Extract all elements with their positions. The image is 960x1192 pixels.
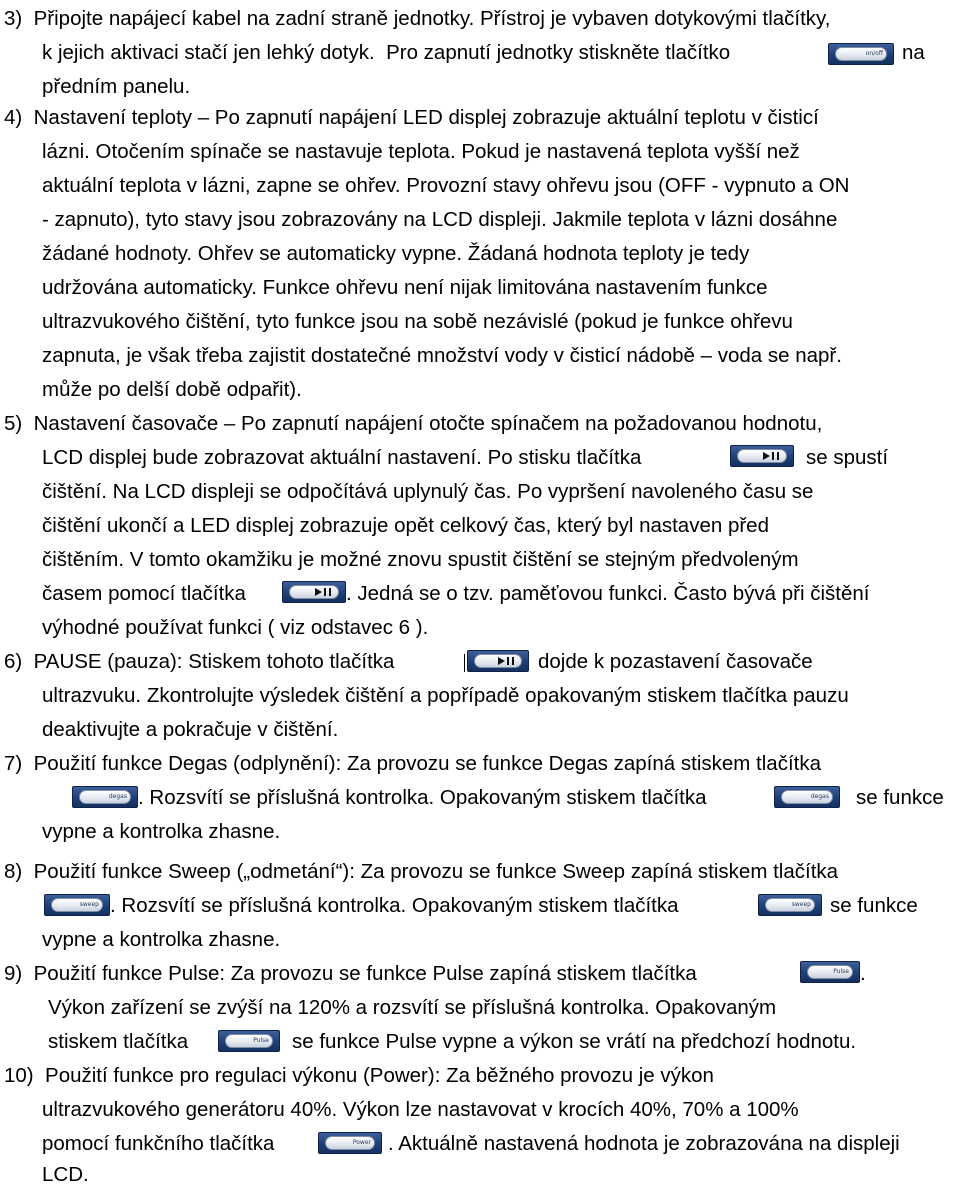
- text-line: se funkce: [856, 786, 944, 809]
- text-line: 10) Použití funkce pro regulaci výkonu (Power): Za běžného provozu je výkon: [4, 1064, 714, 1087]
- text-line: ultrazvukového generátoru 40%. Výkon lze nastavovat v krocích 40%, 70% a 100%: [42, 1098, 799, 1121]
- text-line: 4) Nastavení teploty – Po zapnutí napájení LED displej zobrazuje aktuální teplotu v čisticí: [4, 106, 819, 129]
- text-line: předním panelu.: [42, 75, 191, 98]
- play-button-icon: [282, 581, 346, 603]
- sweep-button-icon: sweep: [758, 894, 822, 916]
- play-button-icon: [467, 650, 529, 672]
- text-line: výhodné používat funkci ( viz odstavec 6 ).: [42, 616, 429, 639]
- text-line: 8) Použití funkce Sweep („odmetání“): Za provozu se funkce Sweep zapíná stiskem tlačítka: [4, 860, 839, 883]
- play-button-icon: [730, 445, 794, 467]
- text-line: deaktivujte a pokračuje v čištění.: [42, 718, 339, 741]
- text-line: časem pomocí tlačítka: [42, 582, 246, 605]
- text-line: 6) PAUSE (pauza): Stiskem tohoto tlačítka: [4, 650, 395, 673]
- sweep-button-icon: sweep: [44, 894, 110, 916]
- text-line: žádané hodnoty. Ohřev se automaticky vypne. Žádaná hodnota teploty je tedy: [42, 242, 750, 265]
- text-line: čištění ukončí a LED displej zobrazuje opět celkový čas, který byl nastaven před: [42, 514, 769, 537]
- power-button-icon: Power: [318, 1132, 382, 1154]
- text-line: čištěním. V tomto okamžiku je možné znovu spustit čištění se stejným předvoleným: [42, 548, 799, 571]
- text-line: Výkon zařízení se zvýší na 120% a rozsvítí se příslušná kontrolka. Opakovaným: [48, 996, 777, 1019]
- degas-button-icon: degas: [72, 786, 138, 808]
- cursor-bar: [464, 654, 465, 672]
- text-line: ultrazvukového čištění, tyto funkce jsou na sobě nezávislé (pokud je funkce ohřevu: [42, 310, 793, 333]
- text-line: - zapnuto), tyto stavy jsou zobrazovány na LCD displeji. Jakmile teplota v lázni dosáhne: [42, 208, 838, 231]
- text-line: 3) Připojte napájecí kabel na zadní straně jednotky. Přístroj je vybaven dotykovými tlačítky,: [4, 7, 831, 30]
- text-line: dojde k pozastavení časovače: [538, 650, 813, 673]
- text-line: vypne a kontrolka zhasne.: [42, 928, 281, 951]
- text-line: 7) Použití funkce Degas (odplynění): Za provozu se funkce Degas zapíná stiskem tlačítka: [4, 752, 821, 775]
- text-line: se funkce: [830, 894, 918, 917]
- text-line: 9) Použití funkce Pulse: Za provozu se funkce Pulse zapíná stiskem tlačítka: [4, 962, 697, 985]
- text-line: . Jedná se o tzv. paměťovou funkci. Často bývá při čištění: [346, 582, 870, 605]
- text-line: . Aktuálně nastavená hodnota je zobrazována na displeji: [388, 1132, 900, 1155]
- text-line: . Rozsvítí se příslušná kontrolka. Opakovaným stiskem tlačítka: [110, 894, 679, 917]
- text-line: LCD.: [42, 1163, 89, 1186]
- pulse-button-icon: Pulse: [800, 961, 860, 983]
- text-line: LCD displej bude zobrazovat aktuální nastavení. Po stisku tlačítka: [42, 446, 642, 469]
- text-line: udržována automaticky. Funkce ohřevu není nijak limitována nastavením funkce: [42, 276, 768, 299]
- text-line: aktuální teplota v lázni, zapne se ohřev. Provozní stavy ohřevu jsou (OFF - vypnuto a ON: [42, 174, 850, 197]
- text-line: .: [860, 962, 866, 985]
- text-line: na: [902, 41, 925, 64]
- text-line: . Rozsvítí se příslušná kontrolka. Opakovaným stiskem tlačítka: [138, 786, 707, 809]
- text-line: čištění. Na LCD displeji se odpočítává uplynulý čas. Po vypršení navoleného času se: [42, 480, 814, 503]
- degas-button-icon: degas: [774, 786, 840, 808]
- text-line: vypne a kontrolka zhasne.: [42, 820, 281, 843]
- text-line: zapnuta, je však třeba zajistit dostatečné množství vody v čisticí nádobě – voda se např.: [42, 344, 842, 367]
- text-line: se spustí: [806, 446, 889, 469]
- text-line: stiskem tlačítka: [48, 1030, 189, 1053]
- text-line: může po delší době odpařit).: [42, 378, 302, 401]
- pulse-button-icon: Pulse: [218, 1030, 280, 1052]
- text-line: ultrazvuku. Zkontrolujte výsledek čištění a popřípadě opakovaným stiskem tlačítka pauzu: [42, 684, 849, 707]
- text-line: lázni. Otočením spínače se nastavuje teplota. Pokud je nastavená teplota vyšší než: [42, 140, 800, 163]
- onoff-button-icon: on/off: [828, 43, 894, 65]
- text-line: 5) Nastavení časovače – Po zapnutí napájení otočte spínačem na požadovanou hodnotu,: [4, 412, 823, 435]
- text-line: se funkce Pulse vypne a výkon se vrátí na předchozí hodnotu.: [292, 1030, 857, 1053]
- text-line: pomocí funkčního tlačítka: [42, 1132, 275, 1155]
- text-line: k jejich aktivaci stačí jen lehký dotyk. Pro zapnutí jednotky stiskněte tlačítko: [42, 41, 731, 64]
